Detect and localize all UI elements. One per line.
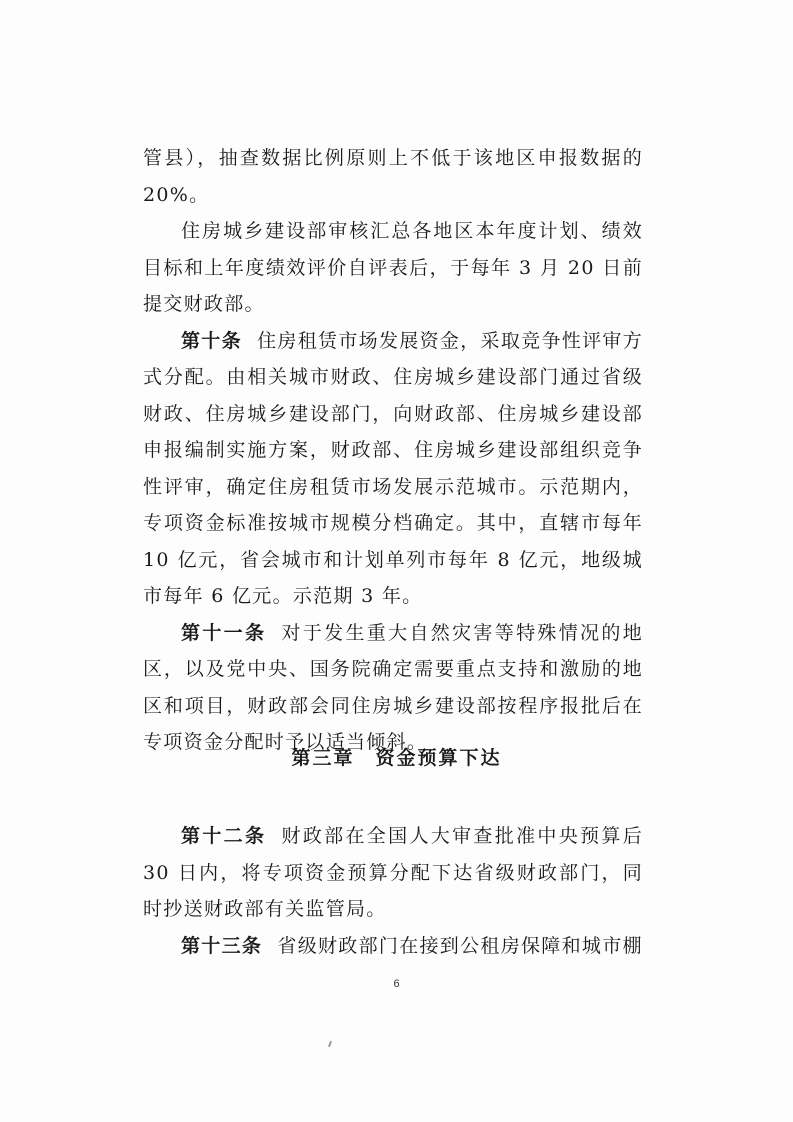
article-11: [143, 615, 643, 761]
article-number: 第十一条: [181, 621, 267, 644]
paragraph-text: 住房城乡建设部审核汇总各地区本年度计划、绩效目标和上年度绩效评价自评表后，于每年 3 月 20 日前提交财政部。: [143, 220, 643, 315]
chapter-title: 第三章 资金预算下达: [291, 747, 502, 769]
paragraph-text: 省级财政部门在接到公租房保障和城市棚: [277, 934, 643, 957]
paragraph-text: 财政部在全国人大审查批准中央预算后 30 日内，将专项资金预算分配下达省级财政部门，同时抄送财政部有关监管局。: [143, 825, 644, 920]
paragraph-text: 住房租赁市场发展资金，采取竞争性评审方式分配。由相关城市财政、住房城乡建设部门通过省级财政、住房城乡建设部门，向财政部、住房城乡建设部申报编制实施方案，财政部、住房城乡建设部组织竞争性评审，确定住房租赁市场发展示范城市。示范期内，专项资金标准按城市规模分档确定。其中，直辖市每年 10 亿元，省会城市和计划单列市每年 8 亿元，地级城市每年 6 亿元。示范期 3 年。: [143, 329, 644, 607]
paragraph-1: [143, 140, 643, 213]
paragraph-2: [143, 213, 643, 323]
article-number: 第十二条: [181, 825, 267, 847]
page-number: 6: [393, 978, 400, 990]
article-12: [143, 818, 643, 928]
body-text-upper: [143, 140, 643, 761]
article-number: 第十条: [181, 329, 242, 352]
article-number: 第十三条: [181, 934, 263, 957]
article-10: [143, 323, 643, 615]
paragraph-text: 对于发生重大自然灾害等特殊情况的地区，以及党中央、国务院确定需要重点支持和激励的地区和项目，财政部会同住房城乡建设部按程序报批后在专项资金分配时予以适当倾斜。: [143, 621, 644, 753]
body-text-lower: [143, 818, 643, 964]
article-13: [143, 928, 643, 965]
paragraph-text: 管县），抽查数据比例原则上不低于该地区申报数据的 20%。: [143, 147, 643, 206]
scan-artifact: [328, 1041, 332, 1047]
